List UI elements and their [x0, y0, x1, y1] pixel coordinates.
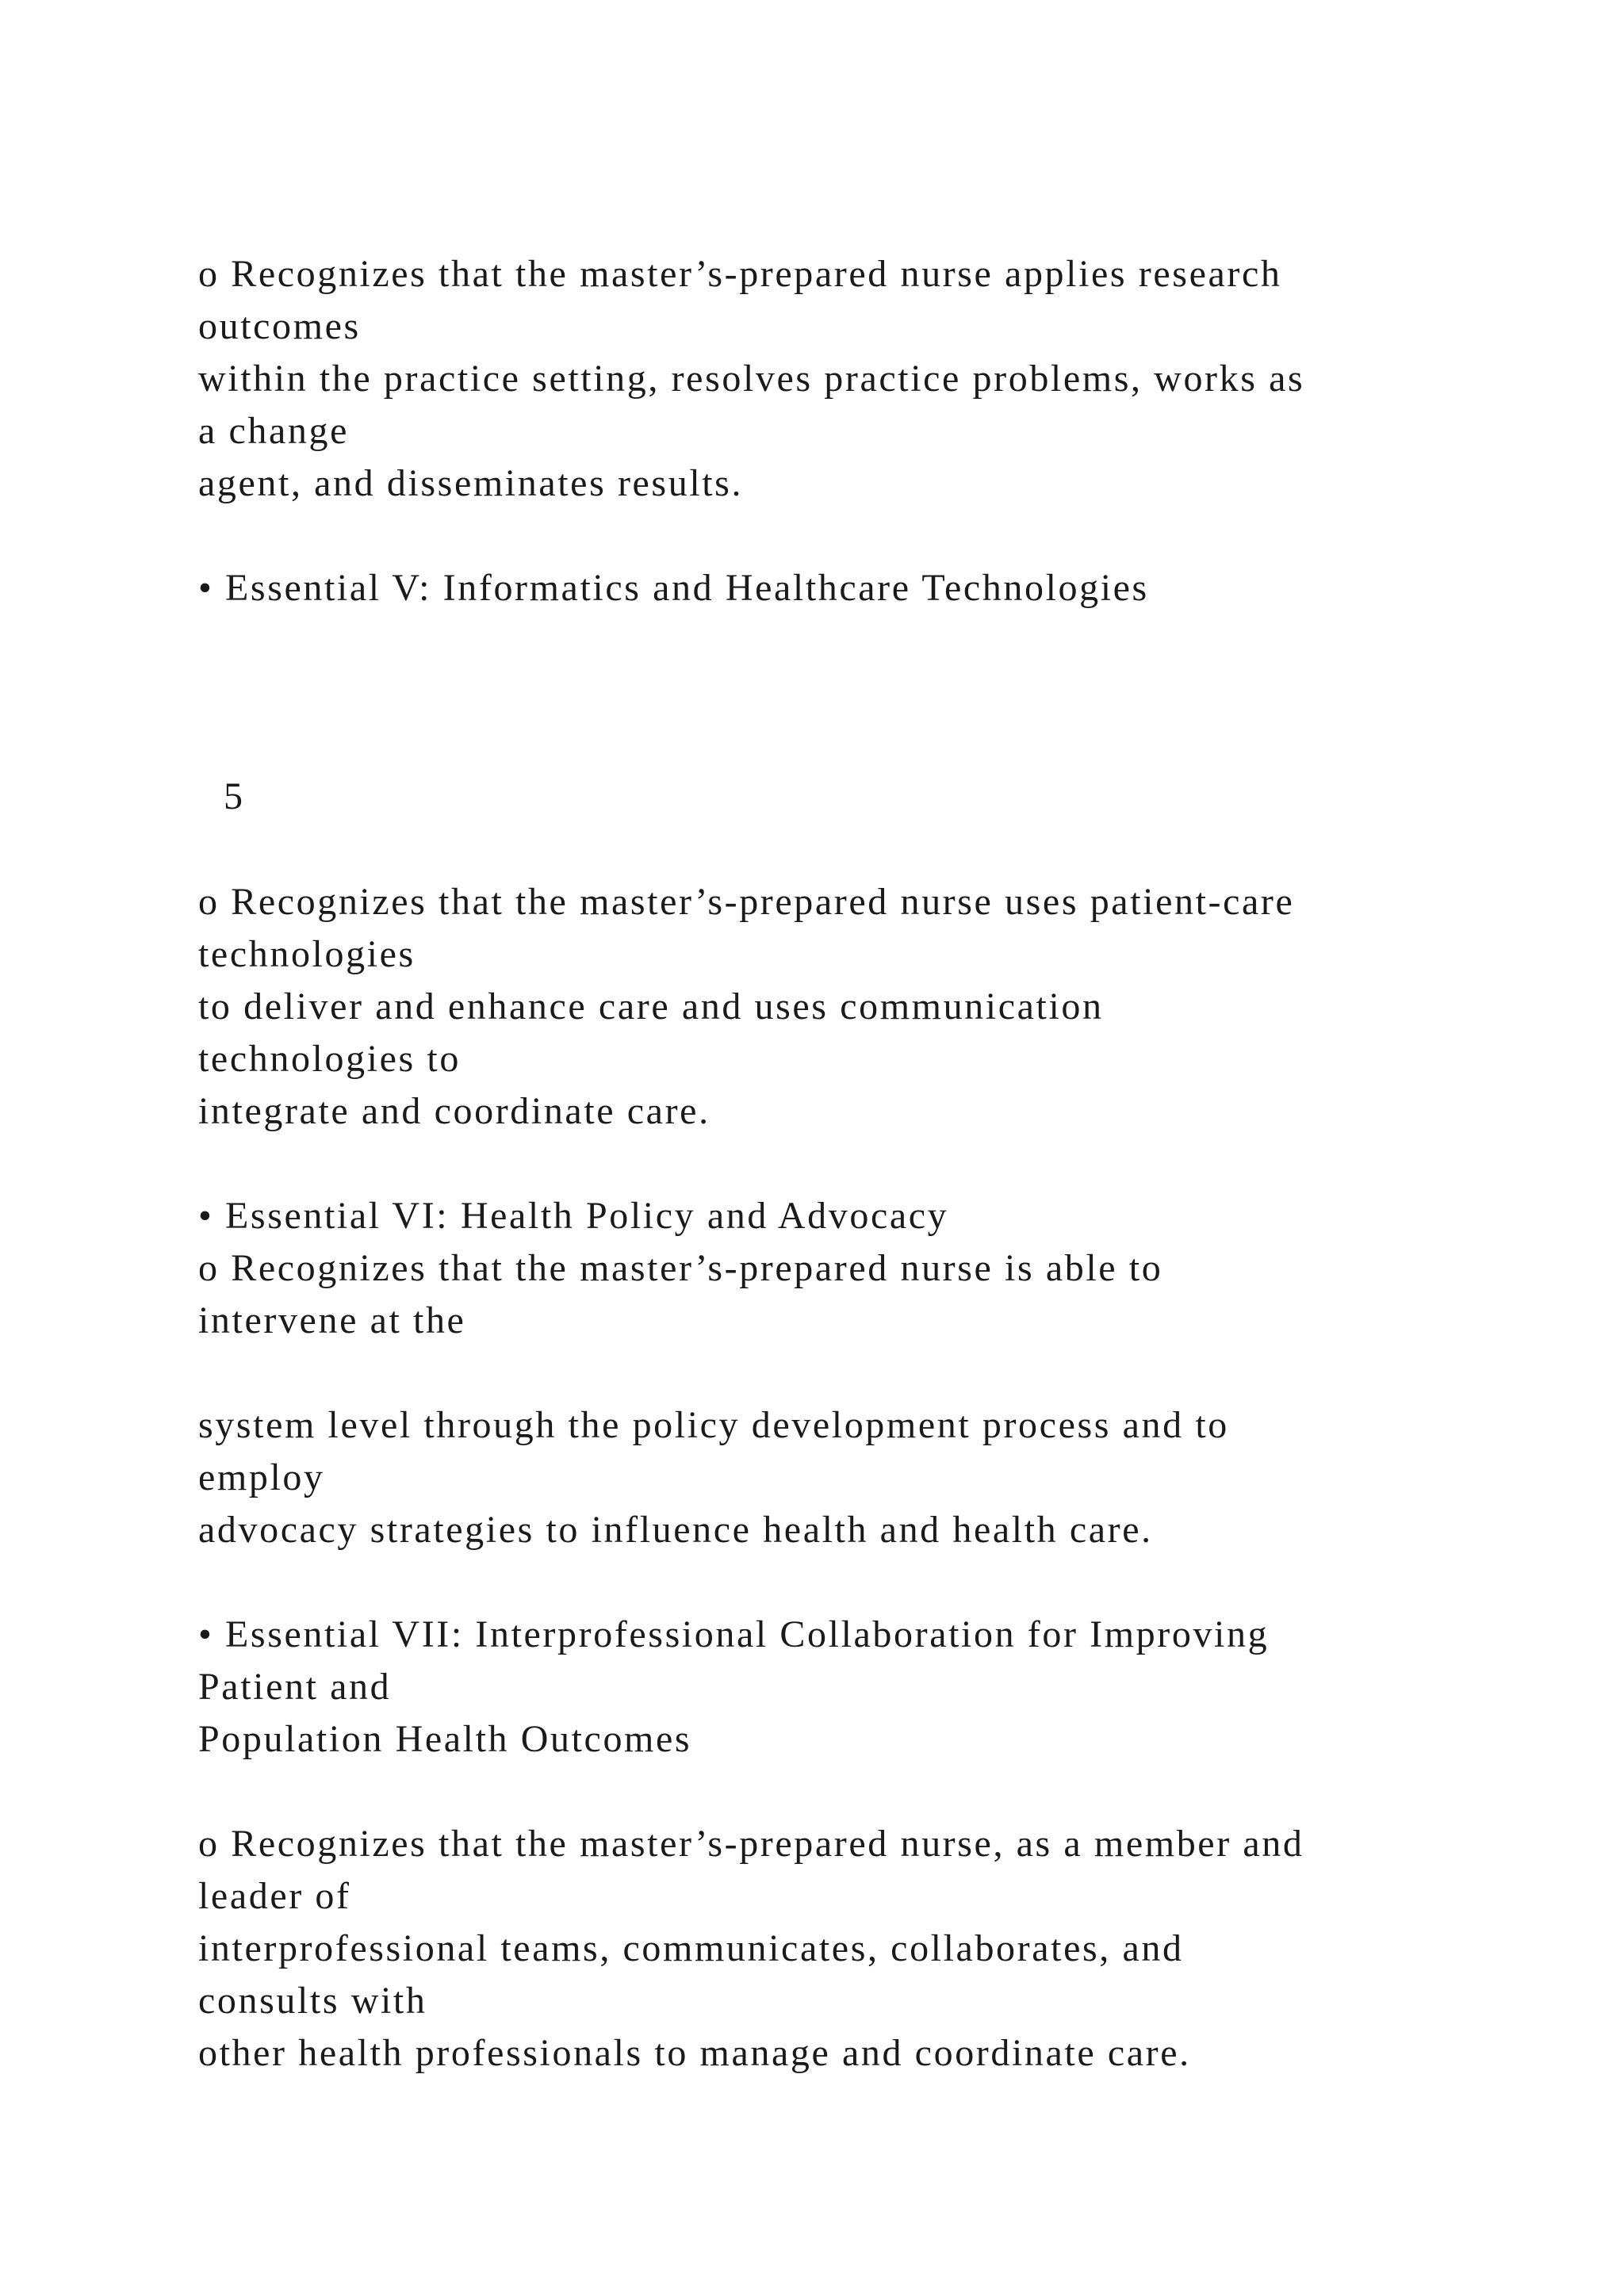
text-line: technologies to [198, 1038, 461, 1080]
text-line: advocacy strategies to influence health and health care. [198, 1509, 1153, 1551]
text-line: o Recognizes that the master’s-prepared nurse, as a member and [198, 1823, 1304, 1865]
text-line: Population Health Outcomes [198, 1718, 692, 1760]
essential-heading: • Essential VII: Interprofessional Collaboration for Improving [198, 1613, 1270, 1655]
text-line: o Recognizes that the master’s-prepared nurse applies research [198, 253, 1282, 295]
essential-heading: • Essential VI: Health Policy and Advocacy [198, 1195, 949, 1237]
text-line: other health professionals to manage and coordinate care. [198, 2032, 1191, 2074]
text-line: system level through the policy development process and to [198, 1404, 1229, 1446]
text-line: intervene at the [198, 1299, 466, 1341]
text-line: integrate and coordinate care. [198, 1090, 710, 1132]
text-line: agent, and disseminates results. [198, 462, 744, 504]
text-line: Patient and [198, 1666, 392, 1708]
text-line: consults with [198, 1980, 427, 2022]
text-line: technologies [198, 933, 416, 975]
text-line: employ [198, 1456, 325, 1498]
text-line: o Recognizes that the master’s-prepared nurse uses patient-care [198, 881, 1295, 923]
text-line: leader of [198, 1875, 351, 1917]
text-line: to deliver and enhance care and uses communication [198, 985, 1104, 1027]
text-line: a change [198, 410, 350, 452]
text-line: outcomes [198, 305, 361, 347]
essential-heading: • Essential V: Informatics and Healthcare Technologies [198, 567, 1149, 609]
page-number: 5 [224, 775, 245, 817]
text-line: o Recognizes that the master’s-prepared nurse is able to [198, 1247, 1163, 1289]
text-line: interprofessional teams, communicates, collaborates, and [198, 1927, 1184, 1969]
text-line: within the practice setting, resolves practice problems, works as [198, 358, 1305, 400]
